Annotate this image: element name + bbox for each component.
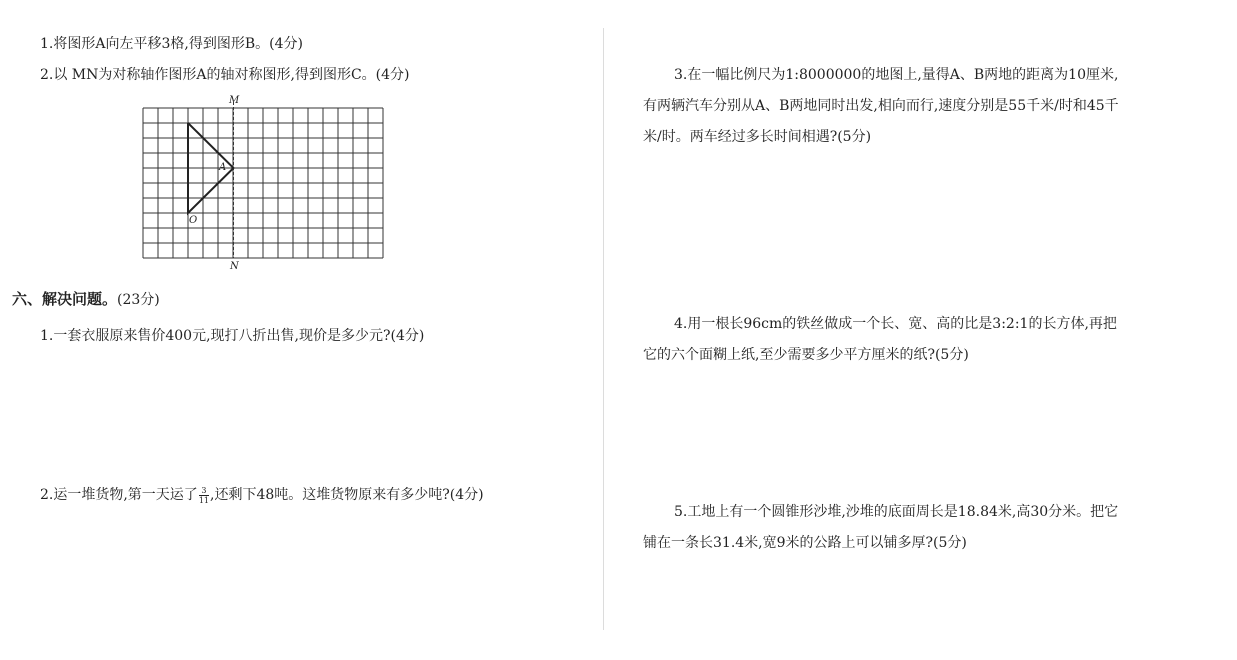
problem-map-scale-line2: 有两辆汽车分别从A、B两地同时出发,相向而行,速度分别是55千米/时和45千 xyxy=(643,98,1119,114)
section-points: (23分) xyxy=(117,292,160,308)
grid-figure xyxy=(130,92,475,274)
label-m: M xyxy=(229,95,240,106)
fraction-numerator: 3 xyxy=(199,486,209,496)
fraction-three-elevenths xyxy=(199,486,209,505)
label-a: A xyxy=(219,162,227,173)
problem-map-scale-line1: 3.在一幅比例尺为1:8000000的地图上,量得A、B两地的距离为10厘米, xyxy=(674,67,1119,83)
question-translate-a: 1.将图形A向左平移3格,得到图形B。(4分) xyxy=(40,36,303,52)
section-title: 六、解决问题。 xyxy=(12,290,118,308)
problem-clothes-discount: 1.一套衣服原来售价400元,现打八折出售,现价是多少元?(4分) xyxy=(40,328,425,344)
problem-cargo-start: 2.运一堆货物,第一天运了 xyxy=(40,487,198,503)
problem-cargo-end: ,还剩下48吨。这堆货物原来有多少吨?(4分) xyxy=(210,487,484,503)
label-n: N xyxy=(230,261,239,272)
label-o: O xyxy=(189,215,198,226)
problem-cargo xyxy=(40,485,484,505)
problem-map-scale-line3: 米/时。两车经过多长时间相遇?(5分) xyxy=(643,129,872,145)
problem-wire-cuboid-line2: 它的六个面糊上纸,至少需要多少平方厘米的纸?(5分) xyxy=(643,347,969,363)
question-reflect-a: 2.以 MN为对称轴作图形A的轴对称图形,得到图形C。(4分) xyxy=(40,67,410,83)
fraction-denominator: 11 xyxy=(198,495,209,505)
problem-sand-cone-line1: 5.工地上有一个圆锥形沙堆,沙堆的底面周长是18.84米,高30分米。把它 xyxy=(674,504,1119,520)
grid-lines xyxy=(143,108,383,258)
column-divider xyxy=(603,28,604,630)
problem-sand-cone-line2: 铺在一条长31.4米,宽9米的公路上可以铺多厚?(5分) xyxy=(643,535,967,551)
problem-wire-cuboid-line1: 4.用一根长96cm的铁丝做成一个长、宽、高的比是3:2:1的长方体,再把 xyxy=(674,316,1117,332)
section-heading xyxy=(12,289,160,310)
